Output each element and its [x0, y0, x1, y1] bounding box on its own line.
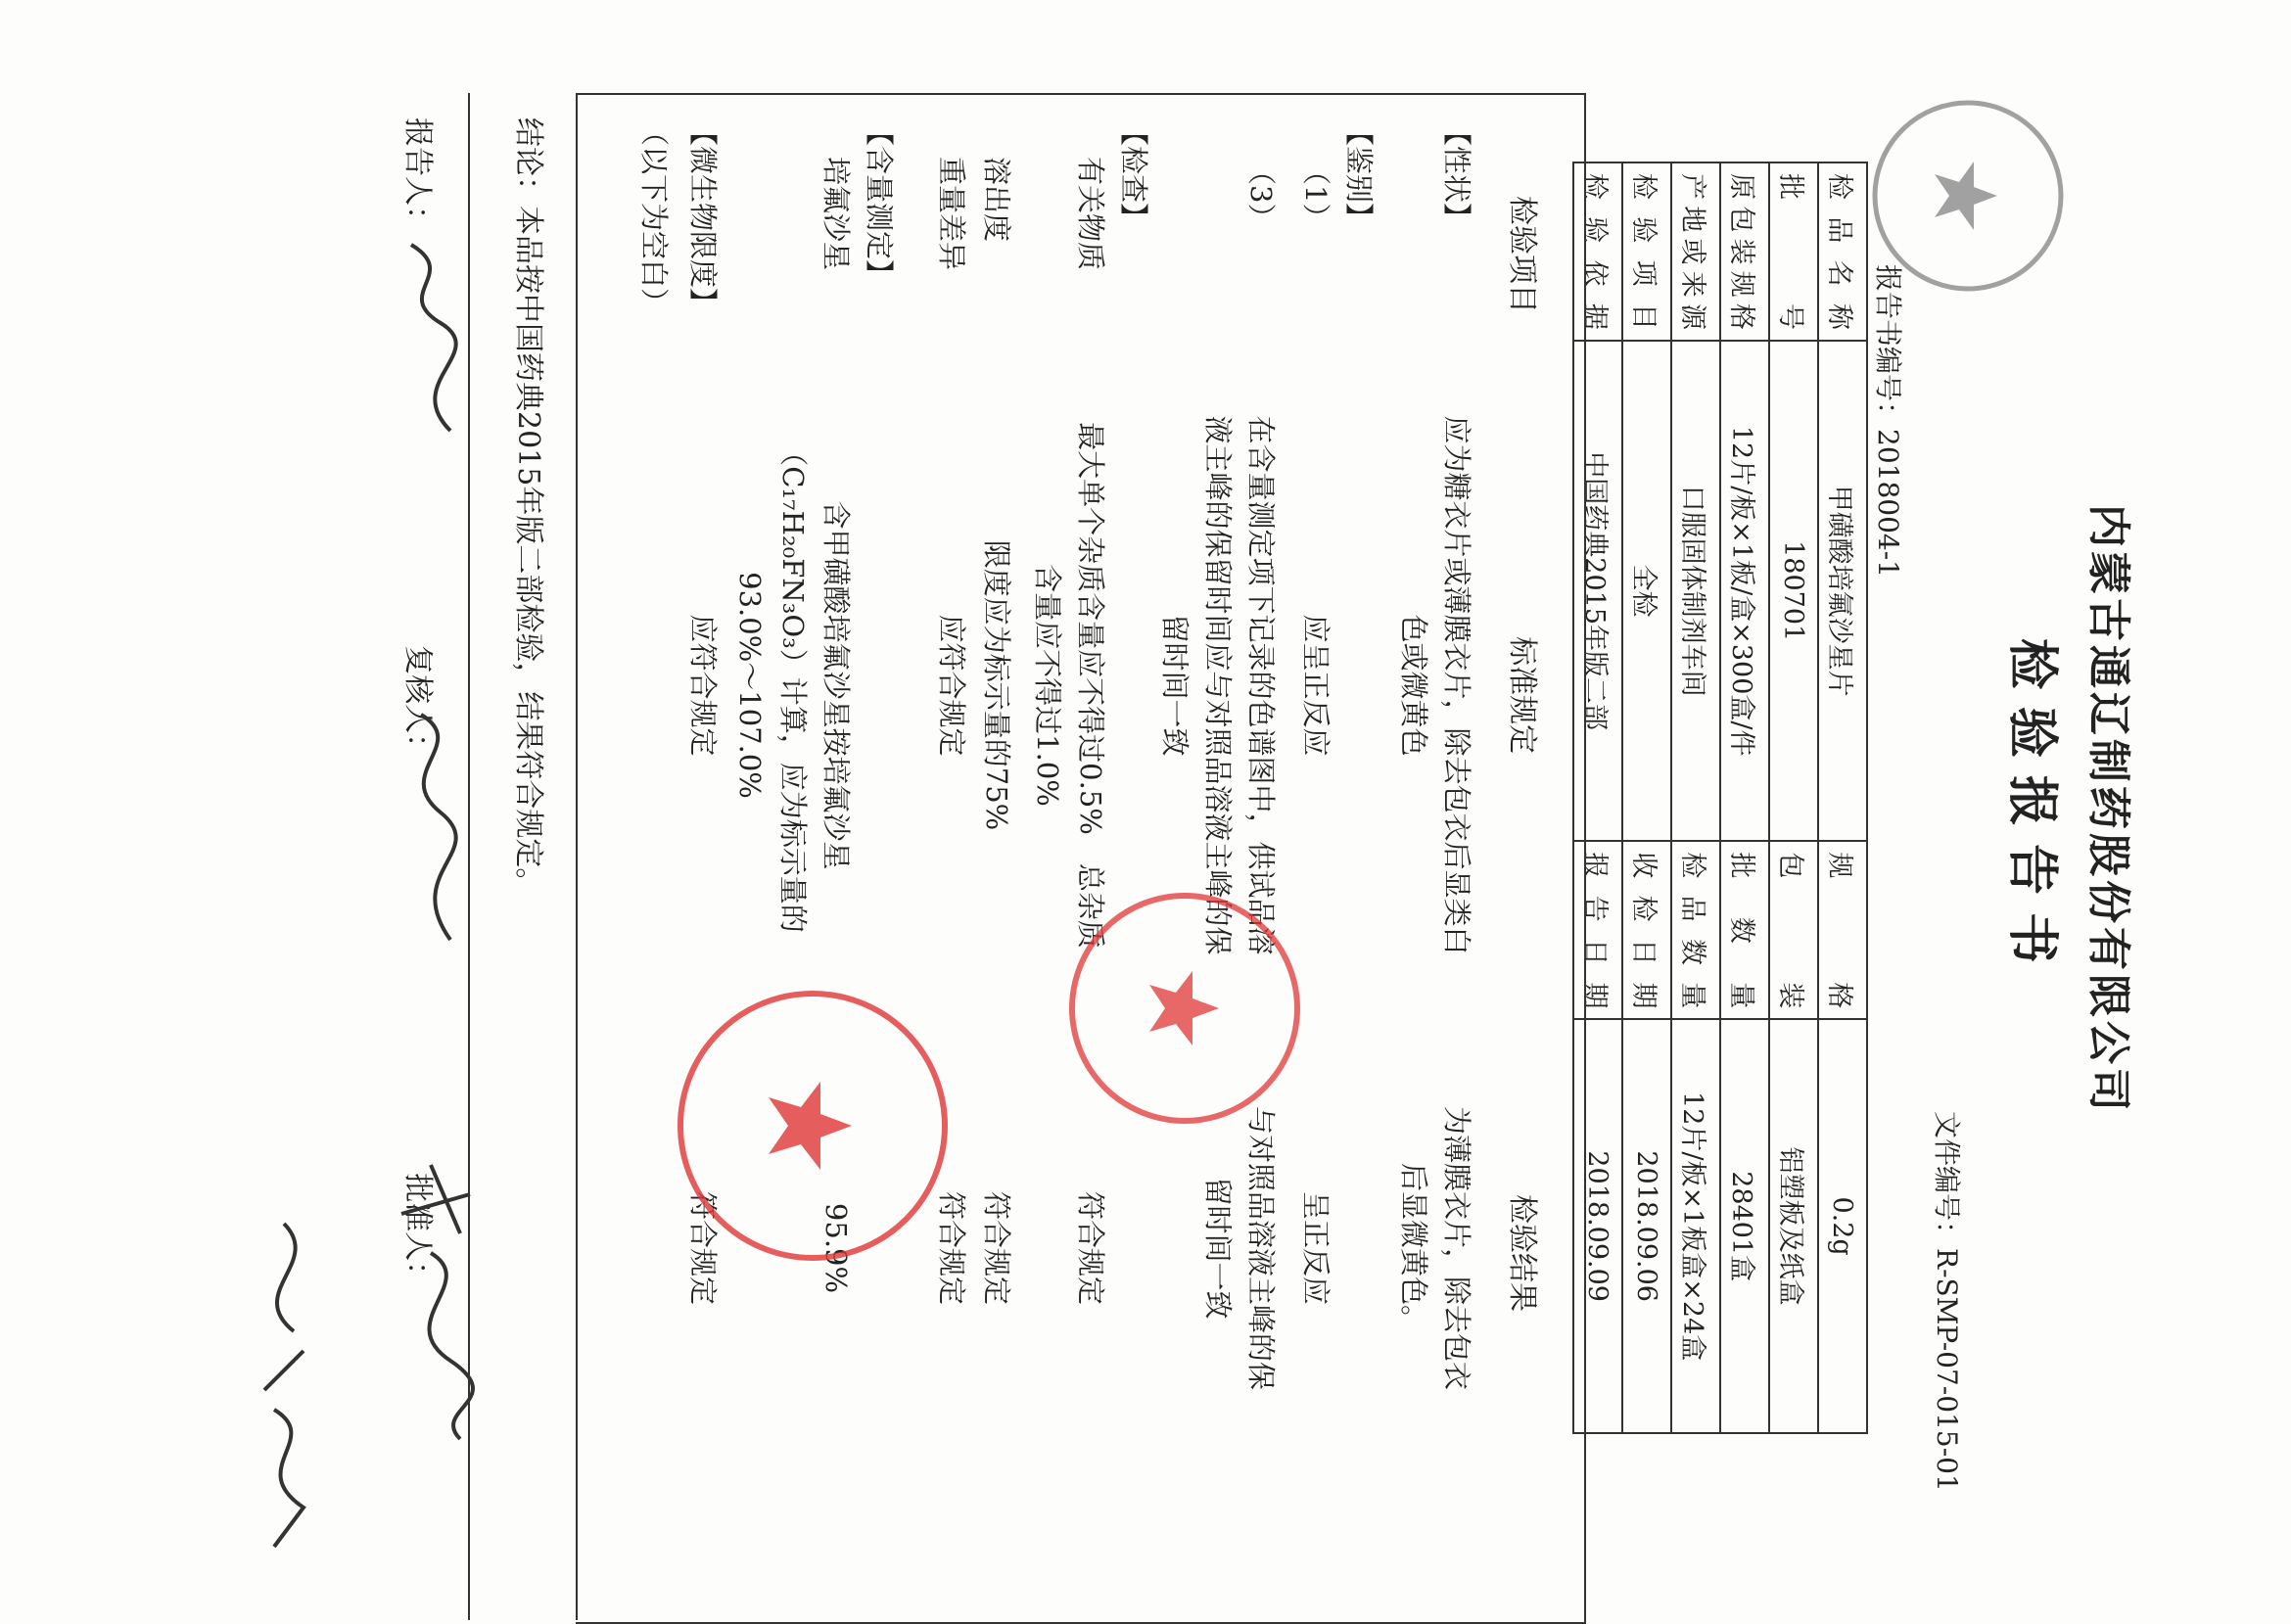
document-number: 文件编号：R-SMP-07-015-01: [1931, 1111, 1963, 1492]
meta-row: [1622, 162, 1671, 1433]
company-seal-stamp-grey: [1860, 88, 2076, 303]
meta-value: 0.2g: [1818, 1019, 1867, 1433]
company-seal-stamp: [666, 979, 959, 1273]
test-result: 呈正反应: [1299, 1190, 1333, 1305]
report-title: 检验报告书: [2002, 637, 2062, 981]
meta-row: [1720, 162, 1769, 1433]
test-result: 95.9%: [819, 1202, 853, 1294]
test-section-heading: 【含量测定】: [863, 117, 896, 289]
test-item: 有关物质: [1074, 157, 1107, 271]
meta-key: 报告日期: [1573, 841, 1622, 1019]
meta-key: 原包装规格: [1720, 162, 1769, 341]
test-item: （3）: [1244, 157, 1278, 232]
meta-value: 12片/板×1板/盒×300盒/件: [1720, 341, 1769, 841]
test-item: 培氟沙星: [819, 157, 853, 271]
test-standard: 应为糖衣片或薄膜衣片，除去包衣后显类白色或微黄色: [1397, 415, 1473, 955]
meta-value: 中国药典2015年版二部: [1573, 341, 1622, 841]
blank-marker: （以下为空白）: [637, 117, 671, 317]
divider: [576, 93, 578, 1620]
meta-key: 包 装: [1769, 841, 1818, 1019]
test-item: （1）: [1299, 157, 1333, 232]
test-item: 重量差异: [935, 157, 968, 271]
meta-row: [1769, 162, 1818, 1433]
test-standard: 应呈正反应: [1299, 614, 1333, 757]
column-header-item: 检验项目: [1505, 196, 1539, 313]
meta-value: 口服固体制剂车间: [1671, 341, 1720, 841]
column-header-standard: 标准规定: [1505, 636, 1539, 754]
meta-value: 全检: [1622, 341, 1671, 841]
meta-key: 批 数 量: [1720, 841, 1769, 1019]
conclusion: 结论：本品按中国药典2015年版二部检验，结果符合规定。: [511, 117, 545, 898]
test-standard: 应符合规定: [935, 614, 968, 757]
meta-key: 检验依据: [1573, 162, 1622, 341]
meta-key: 批 号: [1769, 162, 1818, 341]
meta-key: 检品名称: [1818, 162, 1867, 341]
reporter-signature: [382, 235, 480, 450]
meta-table: [1572, 162, 1868, 1434]
test-standard: 限度应为标示量的75%: [980, 539, 1013, 831]
column-header-result: 检验结果: [1505, 1194, 1539, 1312]
test-section-heading: 【鉴别】: [1342, 117, 1376, 232]
reporter-label: 报告人：: [400, 117, 435, 235]
meta-key: 产地或来源: [1671, 162, 1720, 341]
meta-key: 检品数量: [1671, 841, 1720, 1019]
meta-value: 180701: [1769, 341, 1818, 841]
test-item: 溶出度: [980, 157, 1013, 243]
test-standard: 最大单个杂质含量应不得过0.5% 总杂质含量应不得过1.0%: [1031, 422, 1107, 949]
reviewer-label: 复核人：: [400, 645, 435, 764]
test-result: 符合规定: [1074, 1190, 1107, 1305]
test-section-heading: 【检查】: [1117, 117, 1150, 232]
test-result: 符合规定: [686, 1190, 720, 1305]
inspection-seal-stamp: [1057, 881, 1312, 1136]
meta-key: 规 格: [1818, 841, 1867, 1019]
meta-value: 12片/板×1板盒×24盒: [1671, 1019, 1720, 1433]
reviewer-signature: [382, 705, 480, 959]
date-handwriting: [225, 1214, 343, 1566]
meta-row: [1818, 162, 1867, 1433]
company-name: 内蒙古通辽制药股份有限公司: [2083, 504, 2133, 1115]
test-item: 【性状】: [1440, 117, 1473, 232]
test-result: 符合规定: [935, 1190, 968, 1305]
meta-value: 铝塑板及纸盒: [1769, 1019, 1818, 1433]
meta-value: 28401盒: [1720, 1019, 1769, 1433]
meta-row: [1671, 162, 1720, 1433]
test-item: 【微生物限度】: [686, 117, 720, 317]
test-result: 为薄膜衣片，除去包衣后显微黄色。: [1397, 1106, 1473, 1391]
meta-value: 2018.09.09: [1573, 1019, 1622, 1433]
test-standard: 应符合规定: [686, 614, 720, 757]
meta-value: 2018.09.06: [1622, 1019, 1671, 1433]
meta-key: 收检日期: [1622, 841, 1671, 1019]
meta-value: 甲磺酸培氟沙星片: [1818, 341, 1867, 841]
report-number: 报告书编号：2018004-1: [1872, 264, 1904, 578]
test-standard: 在含量测定项下记录的色谱图中，供试品溶液主峰的保留时间应与对照品溶液主峰的保留时间一致: [1158, 415, 1278, 955]
meta-key: 检验项目: [1622, 162, 1671, 341]
approver-label: 批准人：: [400, 1173, 435, 1291]
test-result: 符合规定: [980, 1190, 1013, 1305]
test-result: 与对照品溶液主峰的保留时间一致: [1201, 1106, 1278, 1391]
test-standard: 含甲磺酸培氟沙星按培氟沙星（C₁₇H₂₀FN₃O₃）计算，应为标示量的93.0%～107.0%: [733, 438, 853, 933]
approver-signature: [382, 1155, 490, 1449]
